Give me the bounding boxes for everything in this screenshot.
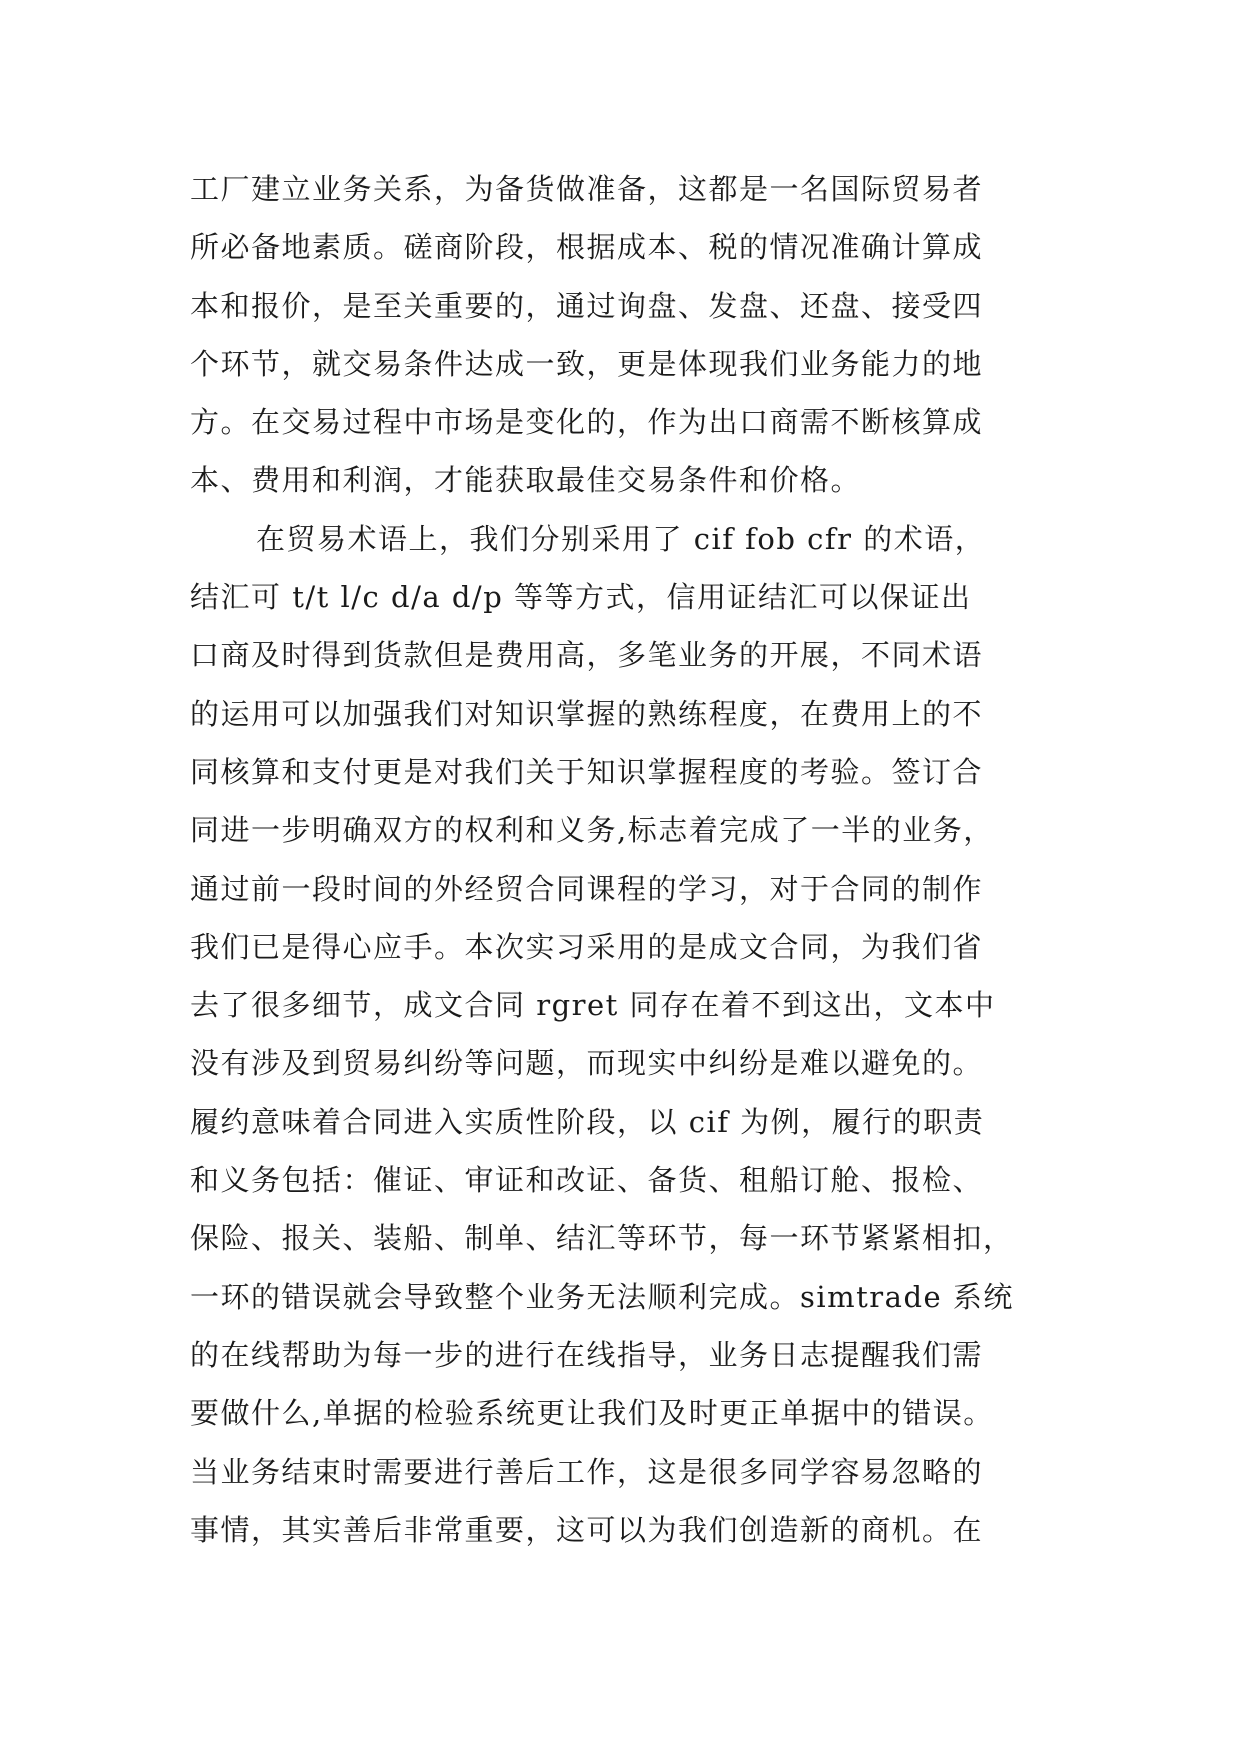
body-text bbox=[190, 160, 1070, 1559]
text-line: 去了很多细节，成文合同 rgret 同存在着不到这出，文本中 bbox=[190, 988, 996, 1023]
text-line: 个环节，就交易条件达成一致，更是体现我们业务能力的地 bbox=[190, 346, 984, 381]
paragraph-first-line: 在贸易术语上，我们分别采用了 cif fob cfr 的术语， bbox=[256, 521, 986, 556]
text-line: 同核算和支付更是对我们关于知识掌握程度的考验。签订合 bbox=[190, 754, 984, 789]
text-line: 的运用可以加强我们对知识掌握的熟练程度，在费用上的不 bbox=[190, 696, 984, 731]
text-line: 本、费用和利润，才能获取最佳交易条件和价格。 bbox=[190, 463, 862, 498]
text-line: 我们已是得心应手。本次实习采用的是成文合同，为我们省 bbox=[190, 929, 984, 964]
text-line: 要做什么,单据的检验系统更让我们及时更正单据中的错误。 bbox=[190, 1396, 994, 1431]
text-line: 的在线帮助为每一步的进行在线指导，业务日志提醒我们需 bbox=[190, 1337, 984, 1372]
text-line: 方。在交易过程中市场是变化的，作为出口商需不断核算成 bbox=[190, 405, 984, 440]
text-line: 和义务包括：催证、审证和改证、备货、租船订舱、报检、 bbox=[190, 1163, 984, 1198]
text-line: 工厂建立业务关系，为备货做准备，这都是一名国际贸易者 bbox=[190, 172, 984, 206]
text-line: 结汇可 t/t l/c d/a d/p 等等方式，信用证结汇可以保证出 bbox=[190, 580, 972, 615]
text-line: 事情，其实善后非常重要，这可以为我们创造新的商机。在 bbox=[190, 1512, 984, 1547]
text-line: 没有涉及到贸易纠纷等问题，而现实中纠纷是难以避免的。 bbox=[190, 1046, 984, 1081]
text-line: 履约意味着合同进入实质性阶段，以 cif 为例，履行的职责 bbox=[190, 1104, 985, 1139]
text-line: 同进一步明确双方的权利和义务,标志着完成了一半的业务， bbox=[190, 813, 994, 848]
text-line: 所必备地素质。磋商阶段，根据成本、税的情况准确计算成 bbox=[190, 230, 984, 265]
text-line: 一环的错误就会导致整个业务无法顺利完成。simtrade 系统 bbox=[190, 1279, 1014, 1314]
text-line: 本和报价，是至关重要的，通过询盘、发盘、还盘、接受四 bbox=[190, 288, 984, 323]
text-line: 当业务结束时需要进行善后工作，这是很多同学容易忽略的 bbox=[190, 1454, 984, 1489]
text-line: 保险、报关、装船、制单、结汇等环节，每一环节紧紧相扣， bbox=[190, 1221, 1014, 1256]
text-line: 通过前一段时间的外经贸合同课程的学习，对于合同的制作 bbox=[190, 871, 984, 906]
text-line: 口商及时得到货款但是费用高，多笔业务的开展，不同术语 bbox=[190, 638, 984, 673]
